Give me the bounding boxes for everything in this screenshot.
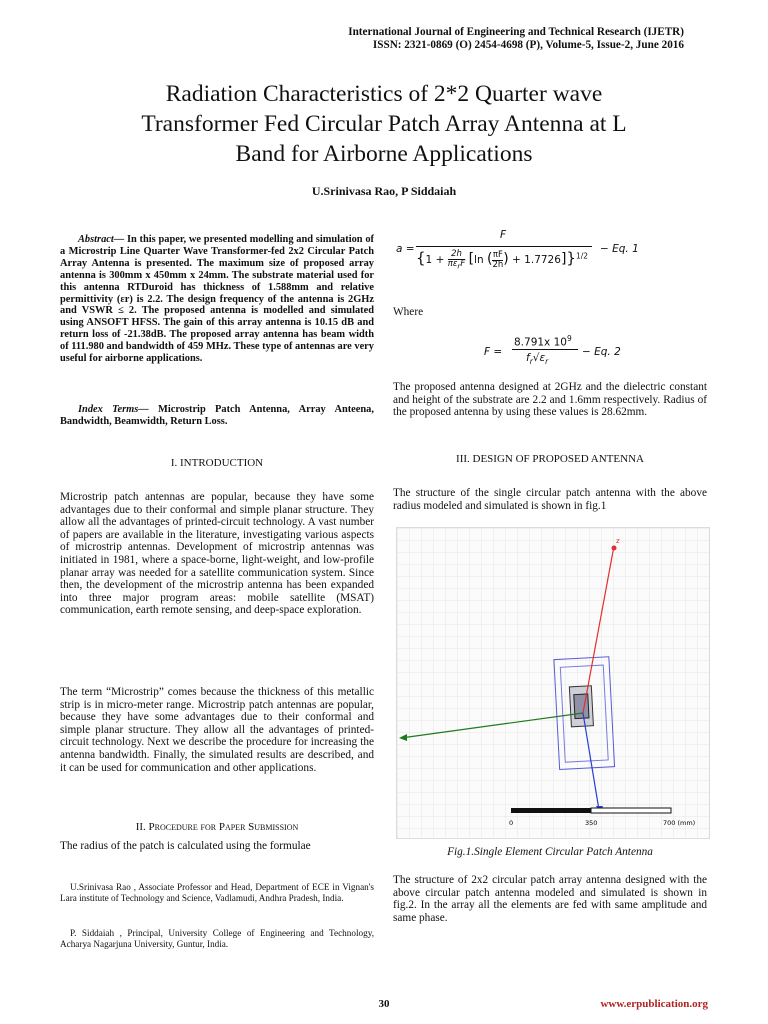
section-heading-design: III. DESIGN OF PROPOSED ANTENNA: [456, 453, 644, 465]
eq1-F: F: [460, 258, 466, 269]
footnote-author-2: P. Siddaiah , Principal, University College of Engineering and Technology, Acharya Nagarjuna University, Guntur, India.: [60, 928, 374, 950]
scale-label-350: 350: [585, 819, 598, 827]
figure-grid: [397, 528, 709, 838]
title-line-2: Transformer Fed Circular Patch Array Antenna at L: [141, 111, 627, 137]
eq2-fraction-bar: [512, 349, 578, 350]
eq2-f: f: [526, 352, 530, 364]
equation-2: [484, 334, 674, 370]
design-structure-paragraph: The structure of the single circular patch antenna with the above radius modeled and simulated is shown in fig.1: [393, 487, 707, 512]
eq2-f-sub: r: [529, 357, 533, 367]
eq2-denominator: [526, 352, 548, 366]
eq2-sqrt: √ε: [532, 352, 546, 364]
section-heading-procedure: II. Procedure for Paper Submission: [135, 821, 299, 833]
abstract-text: In this paper, we presented modelling and simulation of a Microstrip Line Quarter Wave Transformer-fed 2x2 Circular Patch Array Antenna is presented. The maximum size of proposed array antenna is 300mm x 450mm x 24mm. The substrate material used for this antenna RTDuroid has thickness of 1.588mm and relative permittivity (εr) is 2.2. The design frequency of the antenna is 2GHz and VSWR ≤ 2. The proposed antenna is modelled and simulated using ANSOFT HFSS. The gain of this array antenna is 10.15 dB and return loss of -21.38dB. The proposed array antenna has beam width of 111.980 and bandwidth of 459 MHz. These type of antennas are very useful for airborne applications.: [60, 234, 374, 365]
eq1-2h: 2h: [448, 250, 466, 260]
figure-1-drawing: [397, 528, 709, 838]
eq1-exponent: 1/2: [575, 251, 589, 261]
where-text: Where: [393, 306, 424, 318]
footnote-author-1: U.Srinivasa Rao , Associate Professor and Head, Department of ECE in Vignan's Lara institute of Technology and Science, Vadlamudi, Andhra Pradesh, India.: [60, 882, 374, 904]
title-line-3: Band for Airborne Applications: [235, 141, 533, 167]
page-number: 30: [378, 998, 390, 1010]
eq2-num-value: 8.791x 10: [514, 336, 567, 349]
eq1-numerator: F: [500, 229, 507, 241]
scale-label-700: 700 (mm): [663, 819, 696, 827]
scale-label-0: 0: [509, 819, 514, 827]
intro-paragraph-2: The term “Microstrip” comes because the thickness of this metallic strip is in micro-meter range. Microstrip patch antennas are popular, because they have some advantages due to their conformal and simple planar structure. They allow all the advantages of printed-circuit technology. Next we describe the procedure for increasing the antenna bandwidth. Finally, the simulated results are described, and it can be used for communication and other applications.: [60, 686, 374, 774]
eq2-exponent: 9: [566, 334, 572, 343]
title-line-1: Radiation Characteristics of 2*2 Quarter wave: [165, 81, 603, 107]
abstract: [60, 234, 374, 365]
eq1-constant: + 1.7726: [512, 254, 561, 266]
equation-1: [396, 229, 708, 274]
array-structure-paragraph: The structure of 2x2 circular patch array antenna designed with the above circular patch antenna modeled and simulated is shown in fig.2. In the array all the elements are fed with same amplitude and same phase.: [393, 874, 707, 924]
eq1-r: r: [457, 261, 461, 271]
procedure-text: The radius of the patch is calculated using the formulae: [60, 840, 311, 852]
scale-bar-white: [591, 808, 671, 813]
footer-url[interactable]: www.erpublication.org: [600, 998, 708, 1010]
eq1-fraction-bar: [416, 246, 592, 247]
journal-issn: ISSN: 2321-0869 (O) 2454-4698 (P), Volume-5, Issue-2, June 2016: [372, 39, 684, 51]
eq2-lhs: F =: [484, 346, 503, 358]
figure-1-antenna-model: [396, 527, 710, 839]
section-heading-introduction: I. INTRODUCTION: [170, 457, 264, 469]
design-paragraph: The proposed antenna designed at 2GHz and the dielectric constant and height of the substrate are 2.2 and 1.6mm respectively. Radius of the proposed antenna by using these values is 28.62mm.: [393, 381, 707, 419]
figure-1-caption: Fig.1.Single Element Circular Patch Antenna: [447, 846, 653, 858]
eq1-2h-inner: 2h: [492, 259, 504, 270]
paper-title: [60, 79, 708, 169]
eq2-eps-sub: r: [545, 357, 549, 367]
eq1-label: − Eq. 1: [600, 243, 639, 255]
index-terms: [60, 404, 374, 428]
eq1-denominator: {1 + 2h $\pi\varepsilon_rF$ [ln ( $\frac{\pi F}{2h}$ ) + 1.7726]}$^{1/2}$: [416, 248, 589, 271]
eq2-label: − Eq. 2: [582, 346, 621, 358]
z-axis-arrow: [612, 546, 617, 551]
journal-name: International Journal of Engineering and Technical Research (IJETR): [348, 26, 684, 38]
z-axis-label: z: [616, 537, 620, 545]
index-terms-label: Index Terms—: [78, 404, 149, 415]
circular-patch: [574, 694, 589, 719]
abstract-label: Abstract—: [78, 234, 125, 245]
eq1-pi-eps: πε: [447, 258, 458, 269]
intro-paragraph-1: Microstrip patch antennas are popular, because they have some advantages due to their conformal and simple planar structure. They allow all the advantages of printed-circuit technology. A vast number of papers are available in the literature, investigating various aspects of microstrip antennas. Development of microstrip antennas was initiated in 1981, where a space-borne, light-weight, and low-profile planar array was needed for a satellite communication system. Since then, the development of the microstrip antenna has been expanded into three major program areas: mobile satellite (MSAT) communication, earth remote sensing, and deep-space exploration.: [60, 491, 374, 617]
eq1-piF: πF: [492, 249, 503, 260]
journal-header: [348, 26, 684, 52]
scale-bar-black: [511, 808, 591, 813]
authors: U.Srinivasa Rao, P Siddaiah: [311, 184, 457, 198]
eq1-lhs: a =: [396, 243, 415, 255]
index-terms-text: Microstrip Patch Antenna, Array Anteena, Bandwidth, Beamwidth, Return Loss.: [60, 404, 374, 427]
eq1-ln: ln: [474, 254, 484, 266]
eq2-numerator: [514, 334, 572, 349]
